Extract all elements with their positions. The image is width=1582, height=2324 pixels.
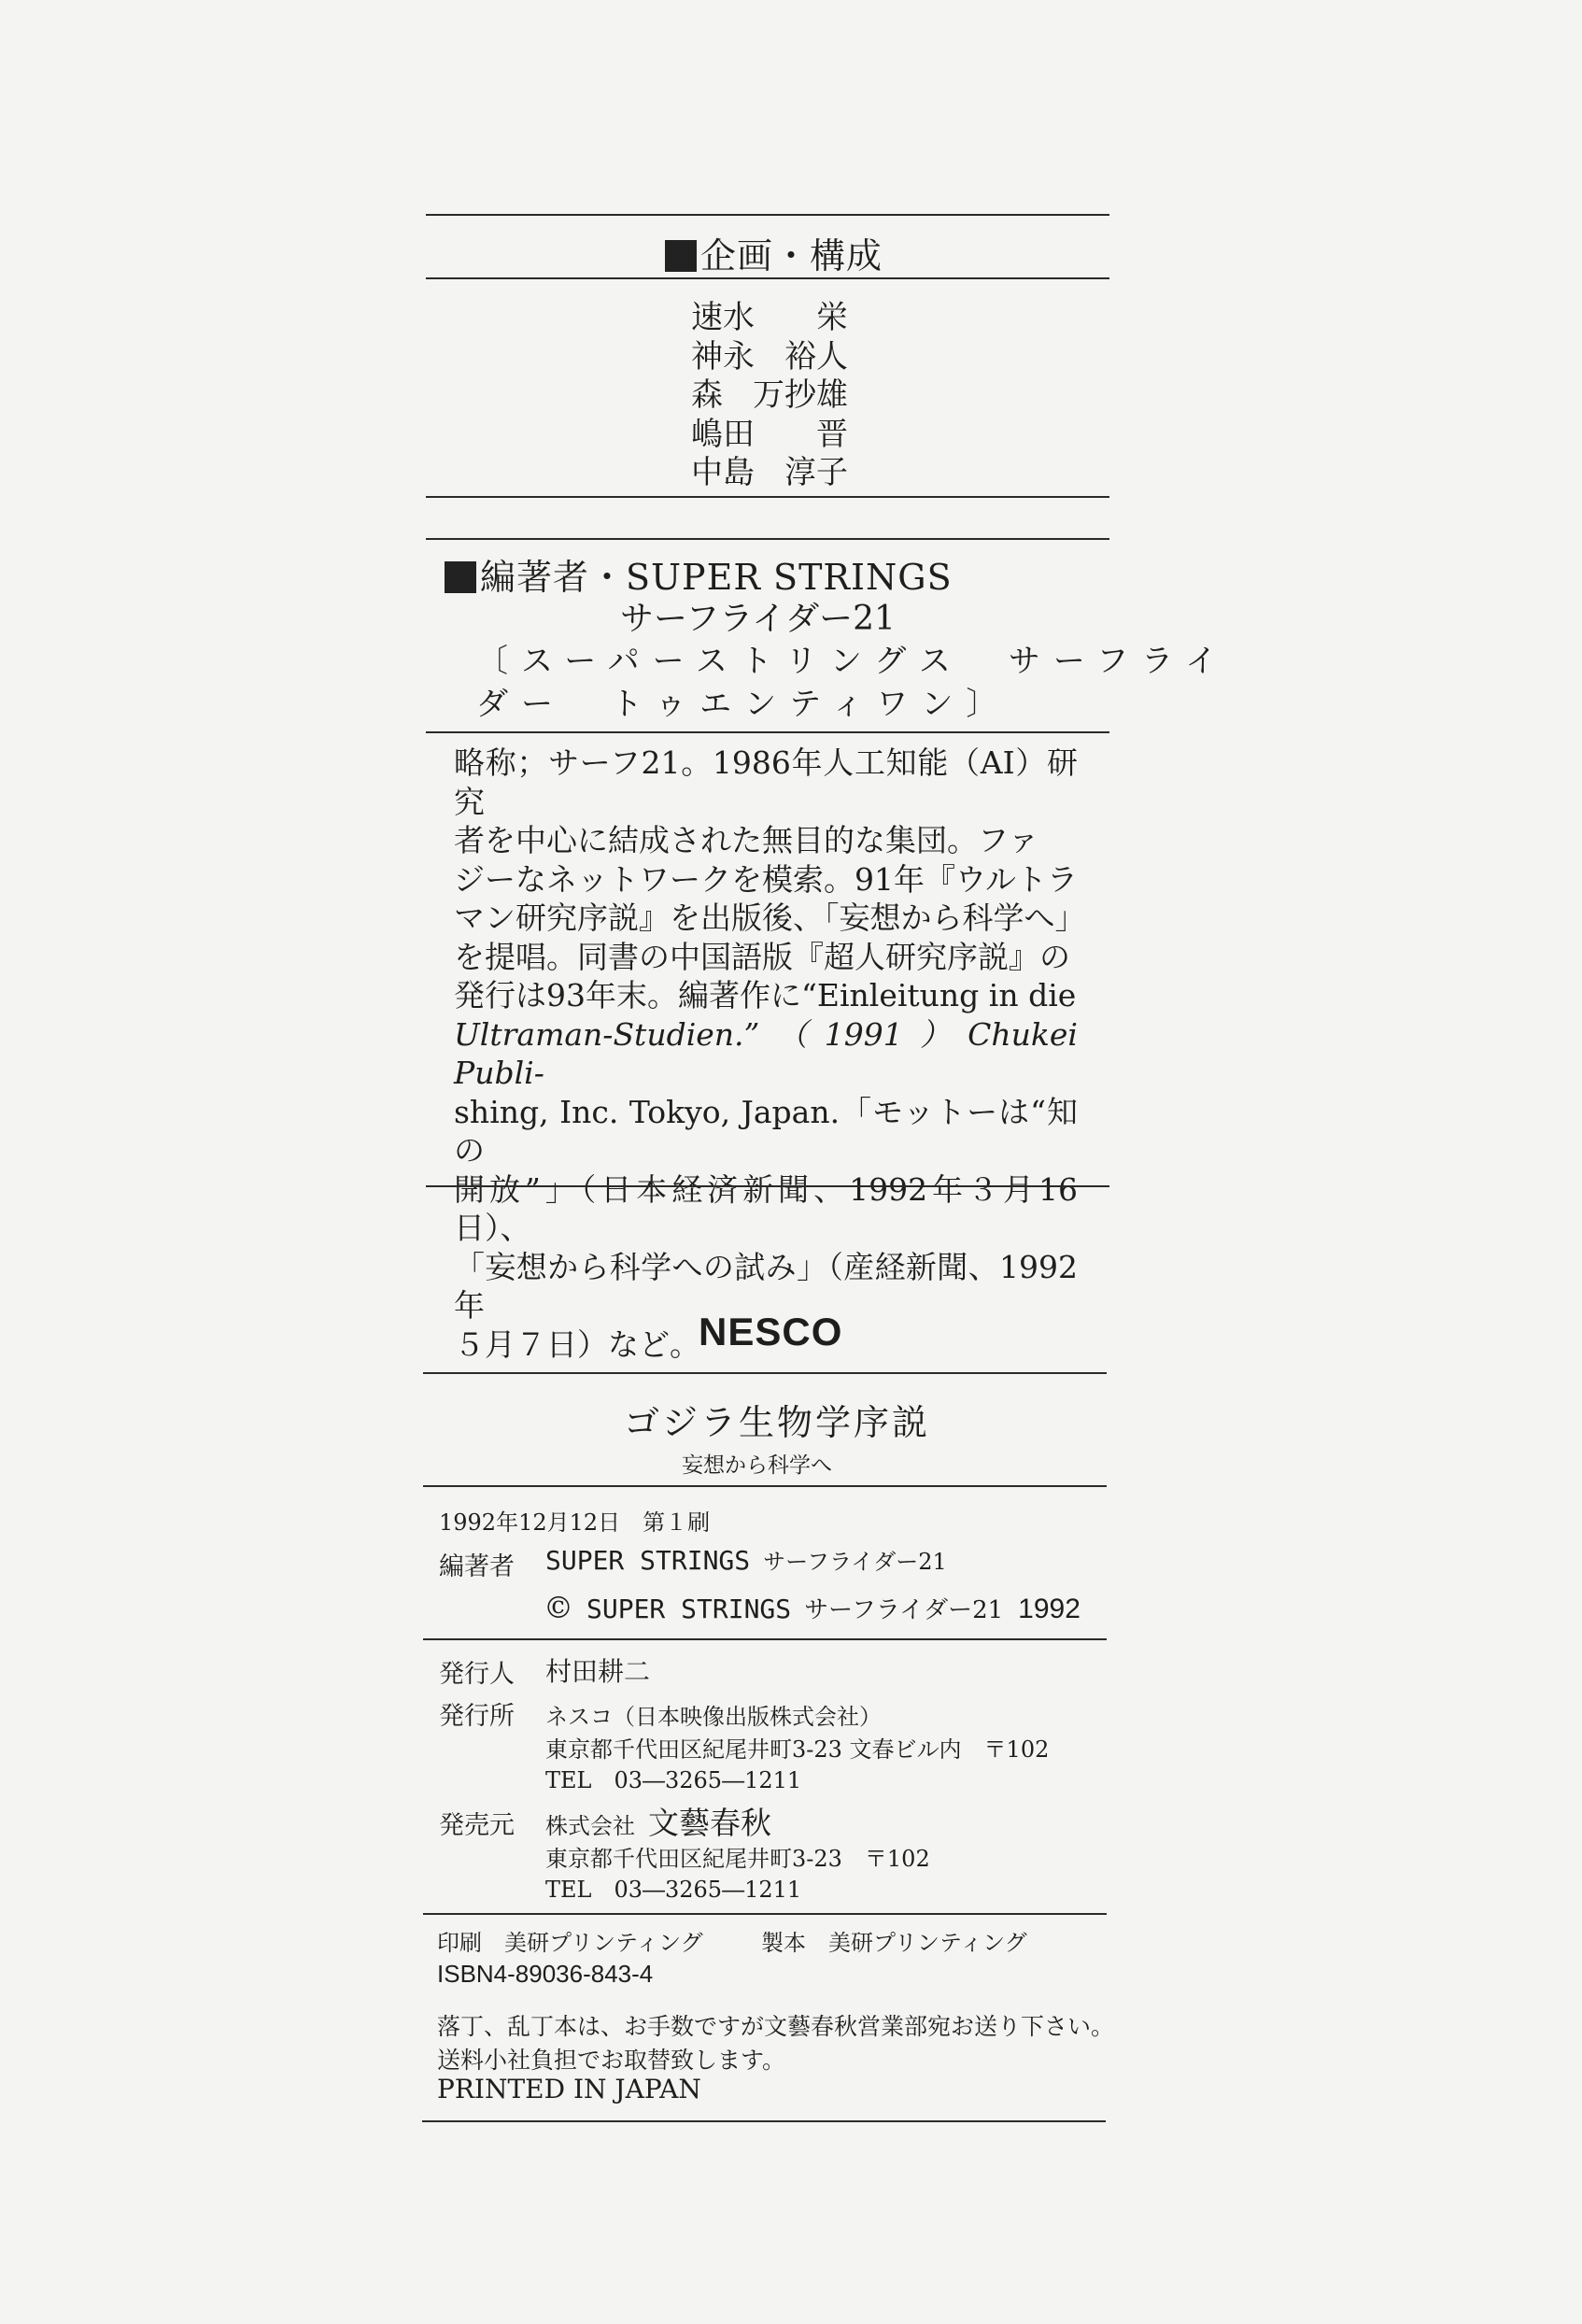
replacement-note-2: 送料小社負担でお取替致します。 [437, 2047, 786, 2074]
profile-line: 者を中心に結成された無目的な集団。ファ [454, 822, 1039, 858]
replacement-note-1: 落丁、乱丁本は、お手数ですが文藝春秋営業部宛お送り下さい。 [437, 2013, 1115, 2040]
editor-line [545, 1543, 947, 1576]
profile-line: 「妄想から科学への試み」（産経新聞、1992年 [454, 1248, 1078, 1324]
member-2: 神永 裕人 [691, 337, 848, 376]
rule-colophon-bottom [422, 2120, 1106, 2122]
publisher-label: 発行所 [439, 1702, 515, 1731]
author-reading-line-2: ダー トゥエンティワン〕 [476, 686, 1011, 723]
book-title: ゴジラ生物学序説 [624, 1404, 931, 1443]
rule-planning-mid [426, 277, 1109, 279]
rule-colophon-top [423, 1372, 1107, 1374]
copyright-latin: SUPER STRINGS [586, 1594, 792, 1624]
publisher-person-label: 発行人 [439, 1660, 515, 1689]
rule-planning-top [426, 214, 1109, 216]
profile-line: ジーなネットワークを模索。91年『ウルトラ [454, 860, 1079, 898]
binding-credit: 製本 美研プリンティング [761, 1930, 1027, 1956]
series-name: NESCO [699, 1310, 843, 1353]
publisher-person: 村田耕二 [545, 1656, 651, 1687]
planning-heading: 企画・構成 [665, 227, 883, 278]
publisher-tel: TEL 03―3265―1211 [545, 1767, 802, 1793]
copyright-year: 1992 [1018, 1594, 1081, 1624]
profile-line: Ultraman-Studien.”（1991）Chukei Publi- [454, 1015, 1078, 1091]
black-square-icon [665, 240, 697, 272]
seller-prefix: 株式会社 [545, 1813, 635, 1839]
profile-line: 発行は93年末。編著作に“Einleitung in die [454, 977, 1077, 1013]
editor-latin: SUPER STRINGS [545, 1545, 751, 1576]
rule-title-bottom [423, 1485, 1107, 1487]
profile-line: ５月７日）など。 [454, 1325, 700, 1363]
rule-author-bottom [426, 1185, 1109, 1187]
copyright-line [544, 1590, 1081, 1625]
member-1: 速水 栄 [691, 299, 848, 336]
rule-planning-bottom [426, 496, 1109, 498]
profile-line: マン研究序説』を出版後、「妄想から科学へ」 [454, 900, 1086, 936]
rule-seller-bottom [423, 1913, 1107, 1915]
profile-line: 開放”」（日本経済新聞、1992年３月16日）、 [454, 1170, 1078, 1246]
printing-credit: 印刷 美研プリンティング [437, 1930, 703, 1956]
rule-author-top [426, 538, 1109, 540]
seller-name: 文藝春秋 [648, 1805, 771, 1841]
profile-line: を提唱。同書の中国語版『超人研究序説』の [454, 938, 1070, 975]
issue-date: 1992年12月12日 第１刷 [439, 1509, 711, 1536]
author-profile [454, 744, 1086, 1364]
author-name-line: サーフライダー21 [620, 600, 896, 638]
black-square-icon [445, 561, 476, 593]
profile-line: shing, Inc. Tokyo, Japan.「モットーは“知の [454, 1093, 1078, 1169]
printed-in: PRINTED IN JAPAN [437, 2074, 701, 2104]
rule-editor-bottom [423, 1638, 1107, 1640]
publisher-address: 東京都千代田区紀尾井町3-23 文春ビル内 〒102 [545, 1736, 1050, 1763]
member-5: 中島 淳子 [691, 454, 848, 491]
book-subtitle: 妄想から科学へ [682, 1453, 832, 1478]
rule-author-mid [426, 731, 1109, 733]
editor-kana: サーフライダー21 [763, 1549, 947, 1575]
isbn: ISBN4-89036-843-4 [437, 1960, 654, 1988]
planning-member-list [691, 291, 848, 491]
member-3: 森 万抄雄 [691, 376, 848, 414]
member-4: 嶋田 晋 [691, 415, 848, 453]
copyright-kana: サーフライダー21 [804, 1596, 1004, 1624]
author-reading-line-1: 〔スーパーストリングス サーフライ [476, 643, 1231, 680]
author-heading: 編著者・SUPER STRINGS [445, 548, 953, 600]
seller-address: 東京都千代田区紀尾井町3-23 〒102 [545, 1846, 930, 1872]
publisher-name: ネスコ（日本映像出版株式会社） [545, 1704, 882, 1730]
profile-line: 略称；サーフ21。1986年人工知能（AI）研究 [454, 744, 1078, 820]
seller-label: 発売元 [439, 1811, 515, 1840]
copyright-symbol: © [544, 1590, 573, 1625]
seller-tel: TEL 03―3265―1211 [545, 1877, 802, 1903]
editor-label: 編著者 [439, 1552, 515, 1581]
seller-line [545, 1799, 771, 1843]
